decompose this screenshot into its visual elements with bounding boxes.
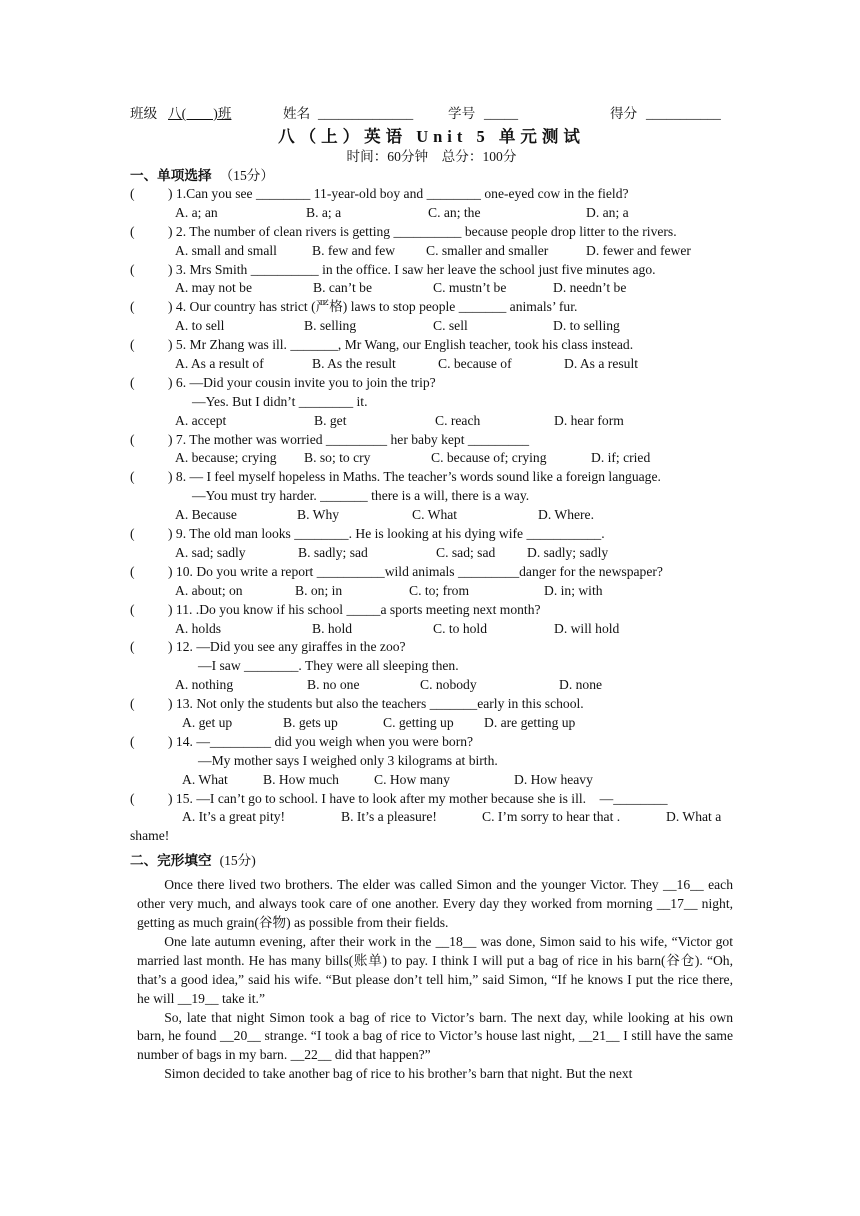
section-2-title: 二、完形填空 bbox=[130, 853, 212, 869]
answer-blank[interactable]: ( bbox=[130, 526, 135, 542]
answer-blank[interactable]: ( bbox=[130, 469, 135, 485]
question-stem bbox=[130, 733, 733, 752]
answer-option[interactable]: C. nobody bbox=[420, 677, 477, 693]
passage-paragraph: So, late that night Simon took a bag of rice to Victor’s barn. The next day, while looking at his own barn, he found __20__ strange. “I took a bag of rice to Victor’s house last night, __21__ I still have the same number of bags in my barn. __22__ did that happen?” bbox=[137, 1009, 733, 1063]
option-row bbox=[130, 449, 733, 468]
answer-option[interactable]: D. How heavy bbox=[514, 771, 593, 787]
answer-option[interactable]: D. to selling bbox=[553, 318, 620, 334]
section-1-title: 一、单项选择 bbox=[130, 168, 212, 183]
answer-option[interactable]: B. sadly; sad bbox=[298, 544, 368, 560]
answer-option[interactable]: C. because of bbox=[438, 356, 512, 372]
answer-option[interactable]: B. It’s a pleasure! bbox=[341, 809, 437, 825]
answer-option[interactable]: A. holds bbox=[175, 620, 222, 636]
class-label: 班级 bbox=[130, 106, 158, 121]
question-stem bbox=[130, 638, 733, 657]
question-stem bbox=[130, 601, 733, 620]
answer-blank[interactable]: ( bbox=[130, 431, 135, 447]
score-blank[interactable]: ___________ bbox=[646, 106, 721, 121]
answer-blank[interactable]: ( bbox=[130, 337, 135, 353]
answer-blank[interactable]: ( bbox=[130, 696, 135, 712]
answer-option[interactable]: B. As the result bbox=[312, 356, 396, 372]
answer-option[interactable]: C. getting up bbox=[383, 714, 454, 730]
question-stem bbox=[130, 336, 733, 355]
section-1-heading bbox=[130, 166, 733, 185]
cloze-passage bbox=[137, 876, 733, 1084]
exam-title: 八（上）英语 Unit 5 单元测试 bbox=[278, 127, 585, 146]
answer-option[interactable]: B. get bbox=[314, 412, 347, 428]
answer-blank[interactable]: ( bbox=[130, 563, 135, 579]
question-text: ) 12. —Did you see any giraffes in the zoo? bbox=[168, 639, 406, 655]
answer-option[interactable]: C. to; from bbox=[409, 582, 470, 598]
option-row bbox=[130, 582, 733, 601]
answer-option[interactable]: A. Because bbox=[175, 507, 237, 523]
option-row bbox=[130, 771, 733, 790]
answer-option[interactable]: B. How much bbox=[263, 771, 339, 787]
answer-option[interactable]: C. I’m sorry to hear that . bbox=[482, 809, 621, 825]
question-stem bbox=[130, 563, 733, 582]
answer-option[interactable]: A. about; on bbox=[175, 582, 243, 598]
answer-blank[interactable]: ( bbox=[130, 601, 135, 617]
option-row bbox=[130, 676, 733, 695]
answer-option[interactable]: C. because of; crying bbox=[431, 450, 547, 466]
passage-paragraph: Simon decided to take another bag of rice to his brother’s barn that night. But the next bbox=[164, 1066, 633, 1082]
question-stem bbox=[130, 185, 733, 204]
option-row bbox=[130, 242, 733, 261]
question-text: ) 1.Can you see ________ 11-year-old boy and ________ one-eyed cow in the field? bbox=[168, 186, 629, 201]
section-2-points: (15分) bbox=[219, 853, 256, 869]
student-info-line bbox=[130, 102, 733, 126]
question-text: ) 11. .Do you know if his school _____a sports meeting next month? bbox=[168, 601, 541, 617]
answer-option[interactable]: D. As a result bbox=[564, 356, 639, 372]
question-text: ) 5. Mr Zhang was ill. _______, Mr Wang, our English teacher, took his class instead. bbox=[168, 337, 634, 353]
answer-option[interactable]: A. accept bbox=[175, 412, 227, 428]
question-stem bbox=[130, 374, 733, 393]
answer-option[interactable]: C. sad; sad bbox=[436, 544, 496, 560]
answer-option[interactable]: C. What bbox=[412, 507, 458, 523]
option-row bbox=[130, 808, 733, 827]
question-stem bbox=[130, 223, 733, 242]
answer-option[interactable]: C. How many bbox=[374, 771, 450, 787]
answer-option[interactable]: A. As a result of bbox=[175, 356, 264, 372]
question-stem bbox=[130, 431, 733, 450]
answer-option[interactable]: B. Why bbox=[297, 507, 340, 523]
answer-option[interactable]: C. smaller and smaller bbox=[426, 242, 549, 258]
passage-paragraph: One late autumn evening, after their work in the __18__ was done, Simon said to his wife, “Victor got married last month. He has many bills(账单) to pay. I think I will put a bag of rice in his barn(谷仓). “Oh, that’s a good idea,” said his wife. “But please don’t tell him,” said Simon, “If he knows I put the rice there, he will __19__ take it.” bbox=[137, 933, 733, 1006]
passage-paragraph: Once there lived two brothers. The elder was called Simon and the younger Victor. They __16__ each other very much, and always took care of one another. Every day they worked from morning __17__ night, getting as much grain(谷物) as possible from their fields. bbox=[137, 877, 733, 930]
question-continuation: —Yes. But I didn’t ________ it. bbox=[192, 393, 368, 409]
question-stem bbox=[130, 261, 733, 280]
number-label: 学号 bbox=[448, 106, 476, 121]
answer-option[interactable]: C. mustn’t be bbox=[433, 280, 507, 296]
option-row bbox=[130, 544, 733, 563]
question-stem bbox=[130, 695, 733, 714]
name-blank[interactable]: ______________ bbox=[318, 106, 414, 121]
option-row bbox=[130, 355, 733, 374]
question-text: ) 9. The old man looks ________. He is looking at his dying wife ___________. bbox=[168, 526, 605, 542]
score-label: 得分 bbox=[610, 106, 638, 121]
exam-page bbox=[130, 102, 733, 1084]
answer-blank[interactable]: ( bbox=[130, 261, 135, 277]
number-blank[interactable]: _____ bbox=[484, 106, 518, 121]
option-row bbox=[130, 412, 733, 431]
answer-option[interactable]: B. selling bbox=[304, 318, 357, 334]
question-list bbox=[130, 185, 733, 846]
answer-option[interactable]: C. reach bbox=[435, 412, 481, 428]
answer-option[interactable]: A. may not be bbox=[175, 280, 253, 296]
answer-option[interactable]: D. will hold bbox=[554, 620, 620, 636]
question-continuation: —My mother says I weighed only 3 kilograms at birth. bbox=[198, 752, 498, 768]
question-text: ) 10. Do you write a report __________wild animals _________danger for the newspaper? bbox=[168, 563, 663, 579]
answer-option[interactable]: D. Where. bbox=[538, 507, 594, 523]
question-text: ) 7. The mother was worried _________ her baby kept _________ bbox=[168, 431, 530, 447]
answer-option[interactable]: C. an; the bbox=[428, 204, 481, 220]
question-text: ) 6. —Did your cousin invite you to join the trip? bbox=[168, 374, 436, 390]
option-continuation: shame! bbox=[130, 828, 170, 844]
answer-option[interactable]: B. few and few bbox=[312, 242, 396, 258]
answer-option[interactable]: B. a; a bbox=[306, 204, 342, 220]
question-text: ) 15. —I can’t go to school. I have to look after my mother because she is ill. —________ bbox=[168, 790, 668, 806]
answer-option[interactable]: A. a; an bbox=[175, 204, 218, 220]
answer-blank[interactable]: ( bbox=[130, 374, 135, 390]
question-text: ) 3. Mrs Smith __________ in the office. I saw her leave the school just five minutes ago. bbox=[168, 261, 656, 277]
section-2-heading bbox=[130, 851, 733, 870]
answer-option[interactable]: A. small and small bbox=[175, 242, 277, 258]
answer-option[interactable]: D. an; a bbox=[586, 204, 629, 220]
answer-blank[interactable]: ( bbox=[130, 733, 135, 749]
question-text: ) 2. The number of clean rivers is getting __________ because people drop litter to the rivers. bbox=[168, 223, 677, 239]
exam-subtitle: 时间：60分钟 总分：100分 bbox=[346, 149, 517, 164]
answer-option[interactable]: B. hold bbox=[312, 620, 353, 636]
answer-option[interactable]: B. on; in bbox=[295, 582, 343, 598]
answer-option[interactable]: A. nothing bbox=[175, 677, 234, 693]
option-row bbox=[130, 204, 733, 223]
answer-option[interactable]: D. are getting up bbox=[484, 714, 576, 730]
answer-blank[interactable]: ( bbox=[130, 186, 135, 201]
option-row bbox=[130, 506, 733, 525]
answer-option[interactable]: D. none bbox=[559, 677, 603, 693]
answer-option[interactable]: B. can’t be bbox=[313, 280, 373, 296]
question-stem bbox=[130, 298, 733, 317]
answer-option[interactable]: D. needn’t be bbox=[553, 280, 627, 296]
question-text: ) 4. Our country has strict (严格) laws to stop people _______ animals’ fur. bbox=[168, 299, 578, 315]
answer-option[interactable]: B. no one bbox=[307, 677, 360, 693]
question-stem bbox=[130, 468, 733, 487]
name-label: 姓名 bbox=[283, 106, 311, 121]
class-value[interactable]: 八( )班 bbox=[168, 106, 232, 121]
answer-option[interactable]: A. What bbox=[182, 771, 228, 787]
question-text: ) 14. —_________ did you weigh when you were born? bbox=[168, 733, 474, 749]
answer-option[interactable]: A. to sell bbox=[175, 318, 225, 334]
question-stem bbox=[130, 790, 733, 809]
answer-option[interactable]: C. sell bbox=[433, 318, 468, 334]
answer-option[interactable]: B. gets up bbox=[283, 714, 338, 730]
answer-option[interactable]: B. so; to cry bbox=[304, 450, 371, 466]
answer-blank[interactable]: ( bbox=[130, 223, 135, 239]
answer-option[interactable]: A. sad; sadly bbox=[175, 544, 246, 560]
answer-option[interactable]: A. get up bbox=[182, 714, 233, 730]
answer-option[interactable]: D. fewer and fewer bbox=[586, 242, 691, 258]
option-row bbox=[130, 317, 733, 336]
question-stem bbox=[130, 525, 733, 544]
question-continuation: —I saw ________. They were all sleeping then. bbox=[198, 658, 459, 674]
question-text: ) 8. — I feel myself hopeless in Maths. The teacher’s words sound like a foreign language. bbox=[168, 469, 661, 485]
answer-blank[interactable]: ( bbox=[130, 790, 135, 806]
answer-option[interactable]: D. sadly; sadly bbox=[527, 544, 609, 560]
answer-option[interactable]: C. to hold bbox=[433, 620, 488, 636]
answer-option[interactable]: D. in; with bbox=[544, 582, 603, 598]
option-row bbox=[130, 620, 733, 639]
section-1-points: （15分） bbox=[219, 168, 274, 183]
answer-option[interactable]: D. What a bbox=[666, 809, 722, 825]
question-text: ) 13. Not only the students but also the teachers _______early in this school. bbox=[168, 696, 584, 712]
question-continuation: —You must try harder. _______ there is a will, there is a way. bbox=[192, 488, 530, 504]
answer-blank[interactable]: ( bbox=[130, 639, 135, 655]
answer-blank[interactable]: ( bbox=[130, 299, 135, 315]
answer-option[interactable]: D. if; cried bbox=[591, 450, 651, 466]
option-row bbox=[130, 279, 733, 298]
answer-option[interactable]: A. It’s a great pity! bbox=[182, 809, 286, 825]
option-row bbox=[130, 714, 733, 733]
answer-option[interactable]: A. because; crying bbox=[175, 450, 277, 466]
answer-option[interactable]: D. hear form bbox=[554, 412, 624, 428]
